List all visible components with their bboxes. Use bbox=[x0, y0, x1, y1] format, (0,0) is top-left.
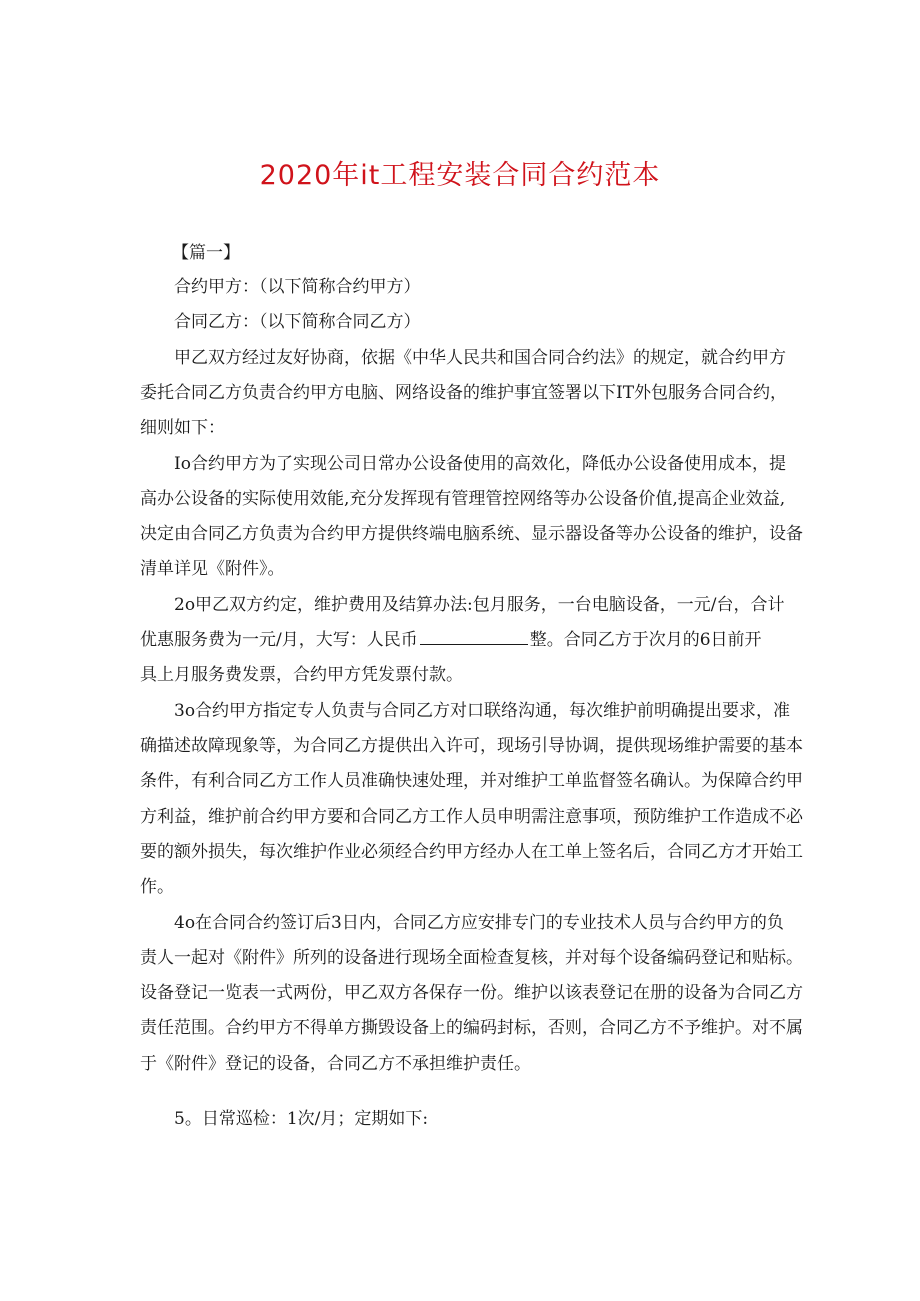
clause-2-text-after-blank: 整。合同乙方于次月的6日前开 bbox=[529, 630, 762, 650]
clause-4-line: 4o在合同合约签订后3日内，合同乙方应安排专门的专业技术人员与合约甲方的负 bbox=[174, 913, 784, 933]
clause-2-line: 具上月服务费发票，合约甲方凭发票付款。 bbox=[140, 665, 463, 685]
section-heading: 【篇一】 bbox=[172, 243, 240, 263]
clause-2-line-with-blank bbox=[140, 628, 762, 652]
clause-3-line: 要的额外损失，每次维护作业必须经合约甲方经办人在工单上签名后，合同乙方才开始工 bbox=[140, 842, 803, 862]
clause-1-line: 清单详见《附件》。 bbox=[140, 559, 285, 579]
clause-3-line: 3o合约甲方指定专人负责与合同乙方对口联络沟通，每次维护前明确提出要求，准 bbox=[174, 701, 791, 721]
clause-3-line: 方利益，维护前合约甲方要和合同乙方工作人员申明需注意事项，预防维护工作造成不必 bbox=[140, 807, 803, 827]
clause-2-line: 2o甲乙双方约定，维护费用及结算办法:包月服务，一台电脑设备，一元/台，合计 bbox=[174, 595, 785, 615]
clause-3-line: 确描述故障现象等，为合同乙方提供出入许可，现场引导协调，提供现场维护需要的基本 bbox=[140, 736, 803, 756]
clause-1-line: Io合约甲方为了实现公司日常办公设备使用的高效化，降低办公设备使用成本，提 bbox=[174, 454, 786, 474]
intro-line: 细则如下： bbox=[140, 418, 225, 438]
party-b-line: 合同乙方：（以下简称合同乙方） bbox=[174, 312, 421, 332]
clause-2-text-before-blank: 优惠服务费为一元/月，大写：人民币 bbox=[140, 630, 418, 650]
clause-4-line: 设备登记一览表一式两份，甲乙双方各保存一份。维护以该表登记在册的设备为合同乙方 bbox=[140, 983, 803, 1003]
intro-line: 甲乙双方经过友好协商，依据《中华人民共和国合同合约法》的规定，就合约甲方 bbox=[174, 348, 786, 368]
clause-5-line: 5。日常巡检：1次/月；定期如下: bbox=[174, 1109, 429, 1129]
clause-1-line: 高办公设备的实际使用效能,充分发挥现有管理管控网络等办公设备价值,提高企业效益, bbox=[140, 489, 786, 509]
amount-blank-underline bbox=[420, 628, 528, 645]
clause-4-line: 于《附件》登记的设备，合同乙方不承担维护责任。 bbox=[140, 1054, 531, 1074]
clause-4-line: 责任范围。合约甲方不得单方撕毁设备上的编码封标，否则，合同乙方不予维护。对不属 bbox=[140, 1018, 803, 1038]
clause-3-line: 作。 bbox=[140, 877, 174, 897]
clause-4-line: 责人一起对《附件》所列的设备进行现场全面检查复核，并对每个设备编码登记和贴标。 bbox=[140, 948, 803, 968]
party-a-line: 合约甲方：（以下简称合约甲方） bbox=[174, 277, 421, 297]
document-title: 2020年it工程安装合同合约范本 bbox=[259, 160, 661, 191]
clause-3-line: 条件，有利合同乙方工作人员准确快速处理，并对维护工单监督签名确认。为保障合约甲 bbox=[140, 771, 803, 791]
clause-1-line: 决定由合同乙方负责为合约甲方提供终端电脑系统、显示器设备等办公设备的维护，设备 bbox=[140, 524, 803, 544]
intro-line: 委托合同乙方负责合约甲方电脑、网络设备的维护事宜签署以下IT外包服务合同合约， bbox=[140, 383, 788, 403]
